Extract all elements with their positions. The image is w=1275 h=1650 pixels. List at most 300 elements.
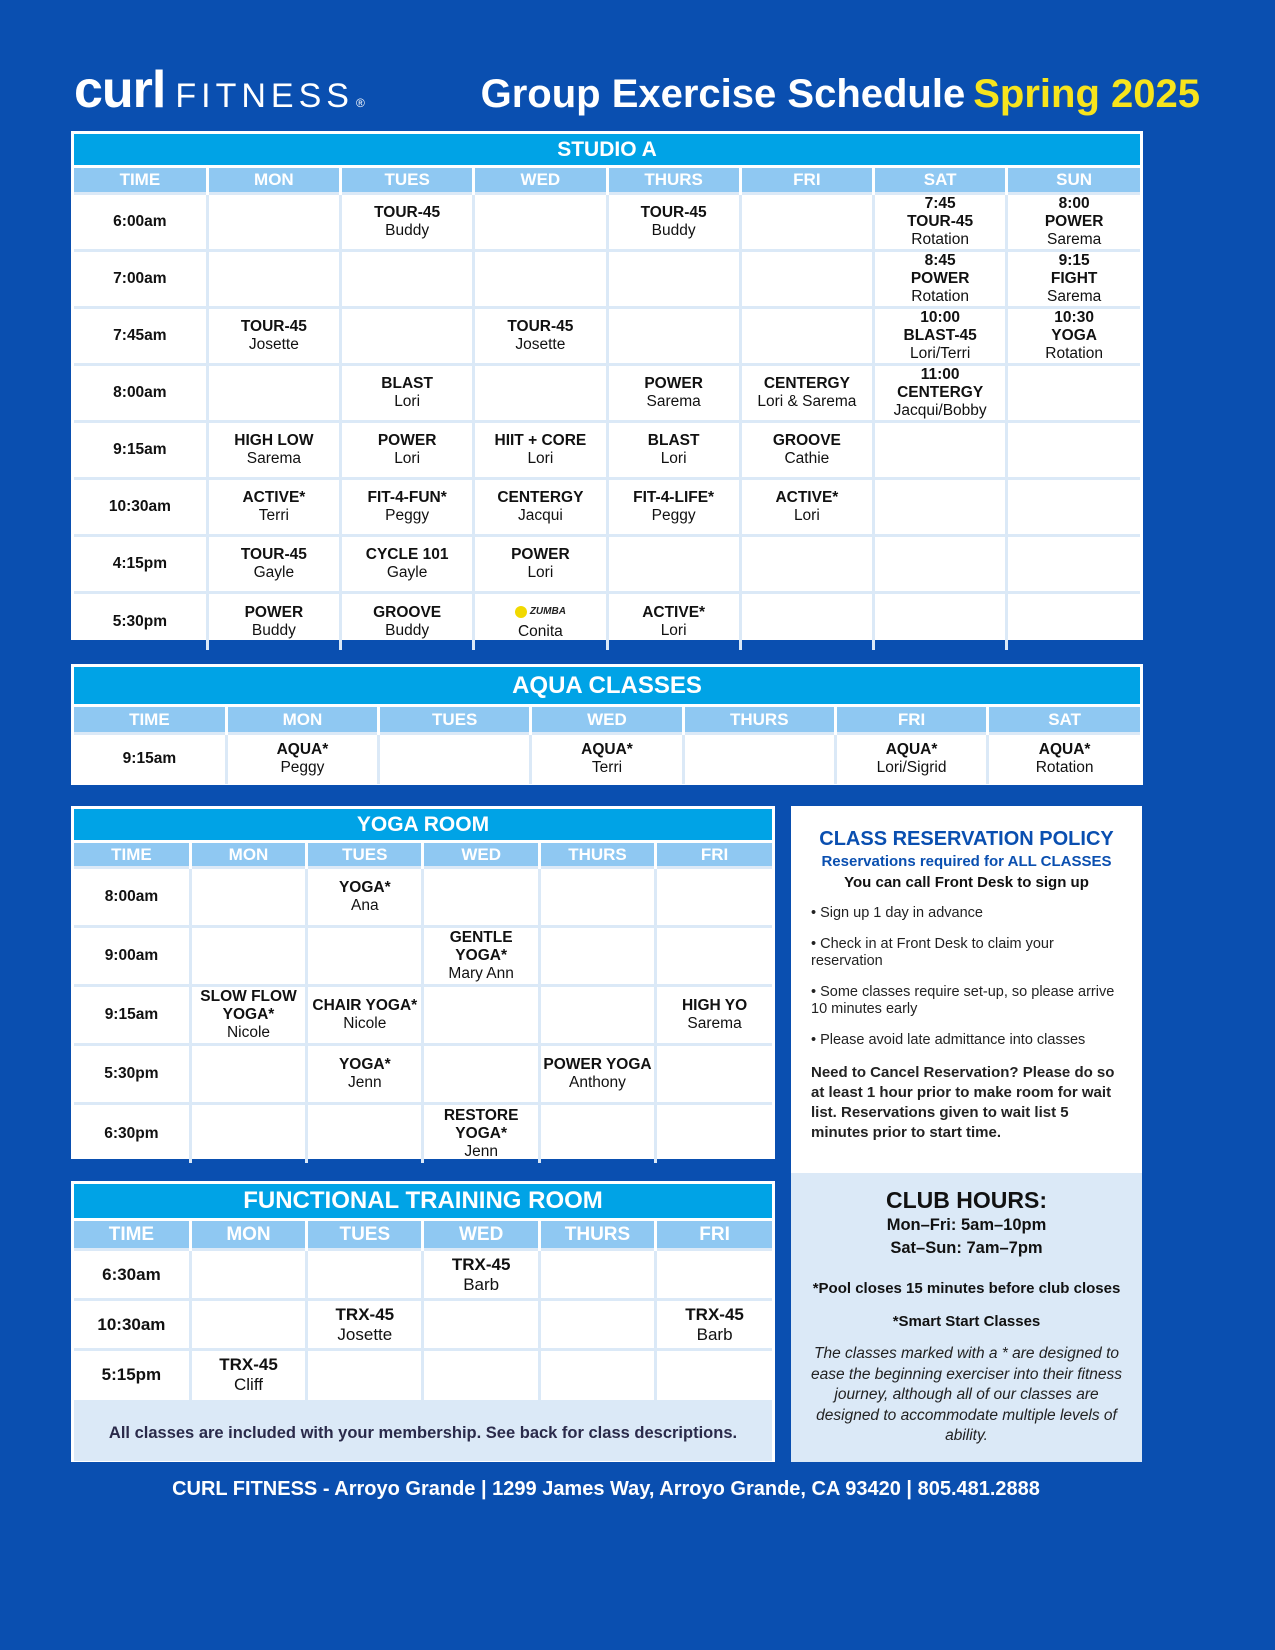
time-cell: 6:30am [74,1250,190,1300]
instructor-name: Rotation [1045,345,1103,362]
class-cell [656,1104,772,1163]
class-name: HIGH YO [681,997,748,1014]
class-cell [474,593,607,650]
class-cell [539,1045,655,1104]
instructor-name: Buddy [251,621,296,639]
class-name: ACTIVE* [775,489,839,506]
instructor-name: Cliff [234,1375,263,1395]
class-cell [341,479,474,536]
smart-start-label: *Smart Start Classes [892,1313,1041,1330]
class-cell [874,593,1007,650]
instructor-name: Anthony [569,1074,626,1091]
instructor-name: Buddy [651,222,696,239]
instructor-name: Ana [351,897,379,914]
class-cell [226,734,378,784]
schedule-row [74,868,772,927]
column-header: THURS [539,1220,655,1250]
class-cell [423,1045,539,1104]
class-cell [1007,308,1140,365]
class-cell [307,1300,423,1350]
column-header: THURS [607,167,740,194]
schedule-row [74,986,772,1045]
instructor-name: Peggy [651,507,696,524]
class-time: 9:15 [1058,252,1090,269]
class-cell [423,1104,539,1163]
class-cell [539,986,655,1045]
class-name: CENTERGY [497,489,584,506]
instructor-name: Lori [660,621,687,639]
time-cell: 5:30pm [74,1045,190,1104]
schedule-row [74,1350,772,1400]
pool-closing-note: *Pool closes 15 minutes before club closes [812,1280,1121,1297]
class-cell [531,734,683,784]
instructor-name: Conita [517,622,563,640]
class-cell [740,593,873,650]
class-name: YOGA* [338,879,391,896]
instructor-name: Jenn [348,1074,382,1091]
instructor-name: Lori [394,393,421,410]
class-cell [474,536,607,593]
header-row [74,706,1140,734]
class-name: SLOW FLOW YOGA* [200,988,297,1023]
class-name: TOUR-45 [374,204,441,221]
class-cell [474,251,607,308]
class-cell [740,308,873,365]
class-time: 8:00 [1058,195,1090,212]
class-name: HIIT + CORE [494,432,587,449]
class-name: POWER [244,603,304,621]
class-time: 10:30 [1054,309,1094,326]
class-cell [607,365,740,422]
class-name: TRX-45 [219,1355,278,1375]
class-name: POWER [910,270,970,287]
class-cell [423,986,539,1045]
class-name: BLAST-45 [903,327,977,344]
class-cell [423,1300,539,1350]
class-cell [207,536,340,593]
schedule-row [74,536,1140,593]
instructor-name: Josette [515,336,566,353]
class-cell [607,308,740,365]
policy-call-note: You can call Front Desk to sign up [844,874,1089,891]
instructor-name: Lori [660,450,687,467]
class-cell [539,927,655,986]
class-name: HIGH LOW [234,432,314,449]
time-cell: 9:15am [74,734,226,784]
instructor-name: Sarema [246,450,302,467]
class-name: TRX-45 [685,1304,744,1324]
class-cell [341,422,474,479]
class-cell [1007,479,1140,536]
class-name: ACTIVE* [242,489,306,506]
class-cell [207,194,340,251]
class-cell [474,365,607,422]
class-cell [207,251,340,308]
class-cell [874,251,1007,308]
instructor-name: Lori [793,507,820,524]
class-cell [423,1250,539,1300]
column-header: WED [423,842,539,868]
footer-contact: CURL FITNESS - Arroyo Grande | 1299 James Way, Arroyo Grande, CA 93420 | 805.481.2888 [172,1478,1040,1500]
yoga-room-title: YOGA ROOM [74,809,772,840]
class-name: TRX-45 [335,1304,395,1324]
cancel-policy: Need to Cancel Reservation? Please do so at least 1 hour prior to make room for wait list. Reservations given to wait list 5 minutes prior to start time. [811,1064,1115,1141]
class-name: ACTIVE* [642,603,706,621]
schedule-row [74,308,1140,365]
class-cell [1007,251,1140,308]
instructor-name: Josette [248,336,299,353]
studio-a-table [74,165,1140,650]
class-cell [341,308,474,365]
instructor-name: Sarema [1046,231,1102,248]
class-cell [307,986,423,1045]
column-header: WED [474,167,607,194]
class-cell [474,194,607,251]
column-header: WED [531,706,683,734]
class-cell [207,422,340,479]
class-time: 7:45 [924,195,956,212]
time-cell: 7:45am [74,308,207,365]
instructor-name: Lori/Sigrid [876,759,947,777]
class-cell [307,1045,423,1104]
class-time: 10:00 [920,309,960,326]
class-name: FIGHT [1050,270,1098,287]
class-cell [607,422,740,479]
instructor-name: Lori [394,450,421,467]
class-cell [307,868,423,927]
schedule-row [74,927,772,986]
instructor-name: Rotation [911,288,969,305]
class-cell [874,365,1007,422]
class-name: FIT-4-LIFE* [633,489,715,506]
column-header: MON [207,167,340,194]
class-cell [307,1104,423,1163]
class-name: CENTERGY [763,375,850,392]
club-hours-title: CLUB HOURS: [886,1187,1047,1213]
class-name: POWER [644,375,703,392]
class-name: TOUR-45 [907,213,974,230]
time-cell: 9:15am [74,422,207,479]
class-cell [740,194,873,251]
weekend-hours: Sat–Sun: 7am–7pm [890,1239,1043,1257]
class-cell [656,1045,772,1104]
header-row [74,1220,772,1250]
class-cell [874,422,1007,479]
class-name: POWER [511,546,570,563]
class-cell [656,1350,772,1400]
season-label: Spring 2025 [973,72,1200,116]
schedule-row [74,479,1140,536]
instructor-name: Gayle [253,564,295,581]
instructor-name: Jacqui/Bobby [893,402,987,419]
class-cell [835,734,987,784]
instructor-name: Sarema [646,393,701,410]
header-row [74,167,1140,194]
time-cell: 10:30am [74,479,207,536]
time-cell: 8:00am [74,365,207,422]
column-header: FRI [740,167,873,194]
schedule-row [74,1250,772,1300]
instructor-name: Gayle [386,564,428,581]
class-cell [207,308,340,365]
column-header: FRI [835,706,987,734]
time-cell: 7:00am [74,251,207,308]
instructor-name: Barb [696,1324,733,1344]
logo-curl-text: curl [74,61,166,119]
instructor-name: Terri [258,507,289,524]
instructor-name: Peggy [385,507,430,524]
class-name: GROOVE [772,432,841,449]
column-header: TUES [341,167,474,194]
policy-title: CLASS RESERVATION POLICY [819,828,1114,850]
instructor-name: Lori & Sarema [757,393,857,410]
class-cell [607,251,740,308]
policy-item: • Please avoid late admittance into classes [811,1032,1086,1048]
instructor-name: Cathie [784,450,830,467]
column-header: TIME [74,842,190,868]
class-name: AQUA* [1038,741,1091,759]
class-cell [1007,365,1140,422]
class-cell [607,479,740,536]
class-name: TOUR-45 [507,318,574,335]
time-cell: 6:00am [74,194,207,251]
class-cell [1007,593,1140,650]
class-cell [474,479,607,536]
policy-list [811,905,1122,1049]
header-row [74,842,772,868]
class-name: AQUA* [276,741,329,759]
column-header: THURS [683,706,835,734]
policy-item: • Check in at Front Desk to claim your reservation [811,936,1054,969]
schedule-row [74,593,1140,650]
column-header: FRI [656,842,772,868]
column-header: TUES [379,706,531,734]
class-name: BLAST [647,432,700,449]
studio-a-schedule [71,131,1143,640]
column-header: MON [226,706,378,734]
class-cell [740,536,873,593]
class-cell [190,1250,306,1300]
schedule-row [74,1104,772,1163]
class-name: TOUR-45 [240,546,307,563]
time-cell: 5:15pm [74,1350,190,1400]
instructor-name: Jacqui [517,507,563,524]
class-cell [539,1350,655,1400]
column-header: THURS [539,842,655,868]
zumba-icon [515,606,527,618]
class-cell [656,868,772,927]
class-name: RESTORE YOGA* [443,1106,519,1142]
aqua-classes-schedule [71,664,1143,785]
class-cell [607,593,740,650]
class-name: BLAST [381,375,433,392]
class-name: YOGA* [338,1056,391,1073]
class-cell [539,1300,655,1350]
studio-a-title: STUDIO A [74,134,1140,165]
page-header [74,60,1200,120]
schedule-row [74,365,1140,422]
time-cell: 8:00am [74,868,190,927]
instructor-name: Mary Ann [448,965,514,982]
class-cell [607,194,740,251]
class-cell [474,308,607,365]
class-cell [740,251,873,308]
class-cell [874,479,1007,536]
column-header: TIME [74,706,226,734]
class-cell [190,1045,306,1104]
class-cell [341,365,474,422]
instructor-name: Jenn [464,1142,498,1160]
class-cell [379,734,531,784]
class-name: AQUA* [885,741,938,759]
column-header: TUES [307,842,423,868]
yoga-room-table [74,840,772,1163]
class-cell [539,1250,655,1300]
class-cell [423,1350,539,1400]
class-cell [423,927,539,986]
class-cell [341,593,474,650]
instructor-name: Rotation [911,231,969,248]
class-name: CHAIR YOGA* [312,997,418,1014]
class-cell [874,536,1007,593]
class-cell [656,1300,772,1350]
class-cell [874,194,1007,251]
class-cell [740,365,873,422]
class-time: 8:45 [924,252,956,269]
class-cell [683,734,835,784]
class-cell [341,536,474,593]
reservation-policy-panel [791,806,1142,1462]
time-cell: 10:30am [74,1300,190,1350]
class-cell [423,868,539,927]
column-header: SAT [874,167,1007,194]
functional-training-table [74,1218,772,1400]
instructor-name: Sarema [1046,288,1102,305]
time-cell: 5:30pm [74,593,207,650]
column-header: TIME [74,1220,190,1250]
class-cell [307,927,423,986]
class-name: AQUA* [581,741,633,759]
column-header: SUN [1007,167,1140,194]
class-cell [190,1104,306,1163]
aqua-classes-title: AQUA CLASSES [74,667,1140,704]
schedule-title: Group Exercise Schedule [480,72,966,116]
class-cell [190,868,306,927]
class-cell [307,1250,423,1300]
class-cell [874,308,1007,365]
class-cell [307,1350,423,1400]
club-hours-panel [791,1173,1142,1462]
class-cell [190,986,306,1045]
logo-registered-mark: ® [355,96,365,110]
column-header: SAT [988,706,1140,734]
instructor-name: Lori/Terri [909,345,971,362]
class-cell [190,1350,306,1400]
time-cell: 9:00am [74,927,190,986]
class-name: POWER [377,432,437,449]
time-cell: 4:15pm [74,536,207,593]
instructor-name: Terri [591,759,623,777]
class-cell [740,422,873,479]
schedule-row [74,251,1140,308]
schedule-row [74,1300,772,1350]
functional-training-title: FUNCTIONAL TRAINING ROOM [74,1184,772,1218]
class-cell [190,1300,306,1350]
class-cell [539,868,655,927]
class-name: YOGA [1051,327,1097,344]
class-cell [1007,536,1140,593]
curl-fitness-logo [74,60,365,120]
instructor-name: Lori [527,564,554,581]
instructor-name: Lori [527,450,554,467]
aqua-classes-table [74,704,1140,784]
schedule-row [74,194,1140,251]
yoga-room-schedule [71,806,775,1159]
class-name: POWER [1044,213,1104,230]
zumba-logo-text: ZUMBA [529,605,566,617]
class-name: TOUR-45 [640,204,707,221]
weekday-hours: Mon–Fri: 5am–10pm [886,1216,1047,1234]
column-header: FRI [656,1220,772,1250]
class-name: GROOVE [373,603,442,621]
class-name: TRX-45 [451,1254,511,1274]
class-cell [988,734,1140,784]
class-cell [656,927,772,986]
schedule-row [74,1045,772,1104]
instructor-name: Barb [463,1274,500,1294]
column-header: MON [190,1220,306,1250]
column-header: TIME [74,167,207,194]
instructor-name: Nicole [343,1015,387,1032]
class-cell [190,927,306,986]
page-title [481,72,1200,117]
class-cell [656,986,772,1045]
smart-start-description: The classes marked with a * are designed to ease the beginning exerciser into their fitness journey, although all of our classes are designed to accommodate multiple levels of ability. [810,1345,1123,1444]
instructor-name: Rotation [1035,759,1094,777]
class-cell [207,593,340,650]
policy-item: • Some classes require set-up, so please arrive 10 minutes early [811,984,1115,1017]
class-cell [539,1104,655,1163]
time-cell: 9:15am [74,986,190,1045]
class-cell [607,536,740,593]
column-header: MON [190,842,306,868]
instructor-name: Josette [337,1324,393,1344]
functional-training-schedule [71,1181,775,1462]
class-cell [341,194,474,251]
class-name: CYCLE 101 [365,546,449,563]
policy-item: • Sign up 1 day in advance [811,905,983,921]
schedule-row [74,734,1140,784]
column-header: WED [423,1220,539,1250]
class-cell [341,251,474,308]
membership-note: All classes are included with your membership. See back for class descriptions. [74,1400,772,1461]
class-cell [474,422,607,479]
class-name: FIT-4-FUN* [367,489,447,506]
instructor-name: Buddy [385,621,430,639]
class-name: GENTLE YOGA* [449,929,513,964]
instructor-name: Sarema [687,1015,742,1032]
class-cell [740,479,873,536]
policy-subtitle: Reservations required for ALL CLASSES [821,853,1112,870]
instructor-name: Buddy [385,222,430,239]
class-cell [207,365,340,422]
class-time: 11:00 [920,366,960,383]
instructor-name: Peggy [280,759,325,777]
class-name: CENTERGY [897,384,984,401]
class-cell [656,1250,772,1300]
class-cell [1007,422,1140,479]
column-header: TUES [307,1220,423,1250]
